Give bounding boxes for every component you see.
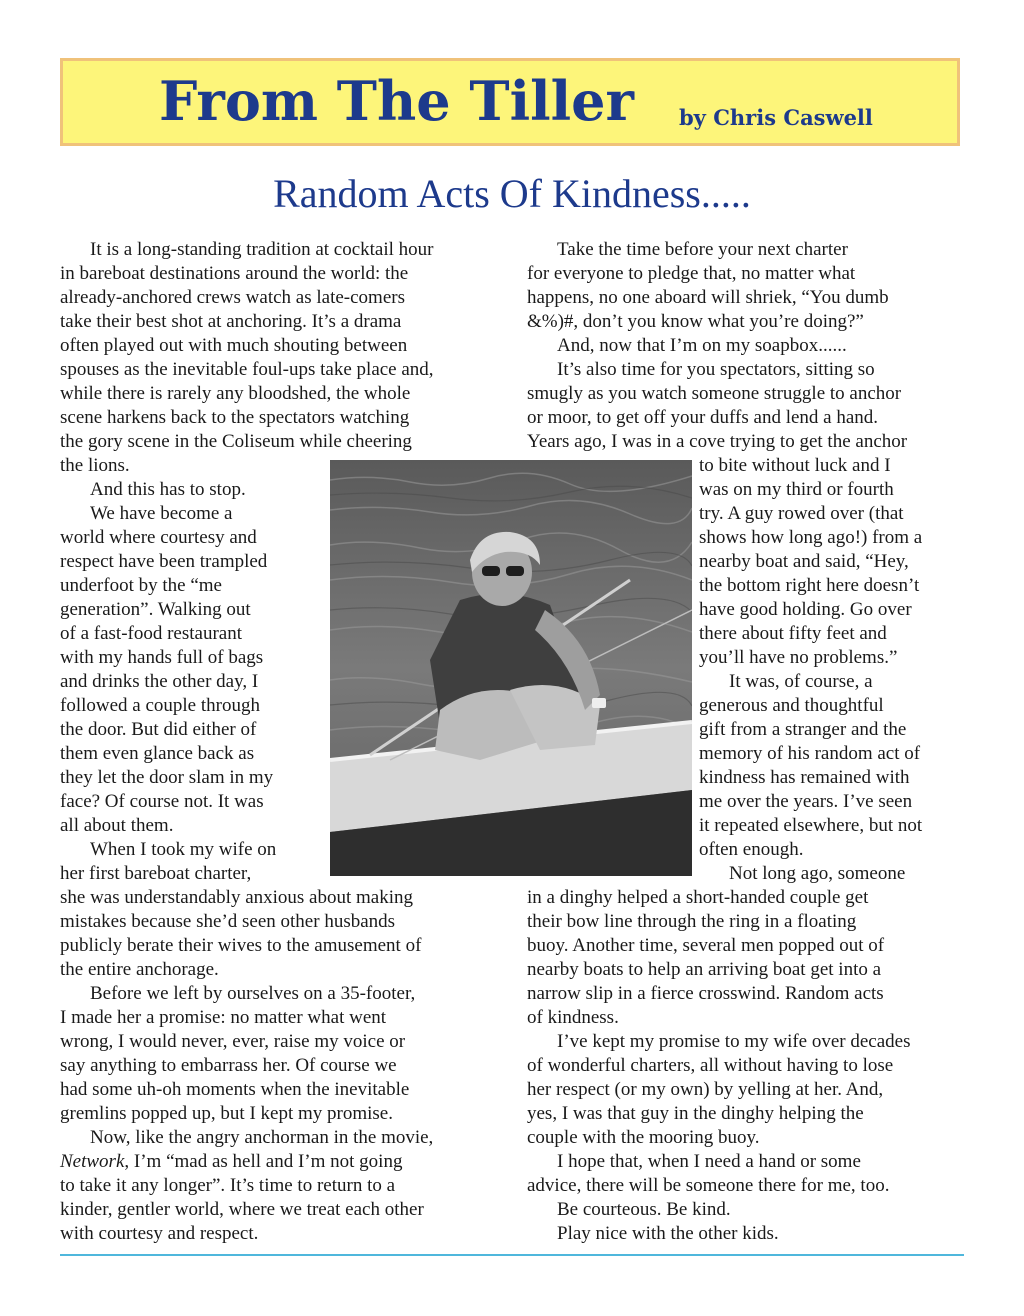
text-line: of wonderful charters, all without having to lose — [527, 1055, 894, 1076]
article-headline: Random Acts Of Kindness..... — [273, 171, 751, 216]
text-line: Now, like the angry anchorman in the movie, — [90, 1127, 434, 1148]
text-line: to take it any longer”. It’s time to return to a — [60, 1175, 396, 1196]
text-line: shows how long ago!) from a — [699, 527, 923, 548]
text-line: she was understandably anxious about making — [60, 887, 414, 908]
text-line: And, now that I’m on my soapbox...... — [557, 335, 847, 356]
text-line: had some uh-oh moments when the inevitable — [60, 1079, 410, 1100]
author-byline: by Chris Caswell — [679, 105, 873, 130]
text-line: the bottom right here doesn’t — [699, 575, 920, 596]
text-line: spouses as the inevitable foul-ups take place and, — [60, 359, 434, 380]
text-line: nearby boats to help an arriving boat get into a — [527, 959, 882, 980]
text-line: wrong, I would never, ever, raise my voice or — [60, 1031, 406, 1052]
column-title: From The Tiller — [159, 69, 634, 133]
text-line: the gory scene in the Coliseum while cheering — [60, 431, 412, 452]
text-line: often played out with much shouting between — [60, 335, 408, 356]
text-line: the entire anchorage. — [60, 959, 219, 980]
text-line: gremlins popped up, but I kept my promise. — [60, 1103, 393, 1124]
text-line: respect have been trampled — [60, 551, 268, 572]
text-line: try. A guy rowed over (that — [699, 503, 904, 524]
text-line: kinder, gentler world, where we treat each other — [60, 1199, 424, 1220]
text-line: It is a long-standing tradition at cocktail hour — [90, 239, 434, 260]
text-line: advice, there will be someone there for me, too. — [527, 1175, 890, 1196]
text-line: there about fifty feet and — [699, 623, 887, 644]
text-line: take their best shot at anchoring. It’s a drama — [60, 311, 402, 332]
text-line: already-anchored crews watch as late-comers — [60, 287, 405, 308]
text-line: It’s also time for you spectators, sitting so — [557, 359, 875, 380]
text-line: narrow slip in a fierce crosswind. Random acts — [527, 983, 884, 1004]
text-line: I hope that, when I need a hand or some — [557, 1151, 861, 1172]
text-line: you’ll have no problems.” — [699, 647, 898, 668]
text-line: often enough. — [699, 839, 804, 860]
text-line: the door. But did either of — [60, 719, 257, 740]
text-line: Play nice with the other kids. — [557, 1223, 779, 1244]
footer-rule — [60, 1254, 964, 1256]
column-banner — [60, 58, 960, 146]
text-line: generation”. Walking out — [60, 599, 251, 620]
text-line: or moor, to get off your duffs and lend a hand. — [527, 407, 879, 428]
text-line: scene harkens back to the spectators watching — [60, 407, 410, 428]
text-line: smugly as you watch someone struggle to anchor — [527, 383, 902, 404]
text-line: it repeated elsewhere, but not — [699, 815, 923, 836]
text-line: Not long ago, someone — [729, 863, 906, 884]
text-line: of kindness. — [527, 1007, 619, 1028]
text-line: gift from a stranger and the — [699, 719, 907, 740]
text-line: nearby boat and said, “Hey, — [699, 551, 909, 572]
text-line: Before we left by ourselves on a 35-footer, — [90, 983, 416, 1004]
text-line: yes, I was that guy in the dinghy helping the — [527, 1103, 864, 1124]
right-text-column — [527, 238, 972, 1246]
text-line: happens, no one aboard will shriek, “You dumb — [527, 287, 889, 308]
text-line: say anything to embarrass her. Of course we — [60, 1055, 397, 1076]
text-line: It was, of course, a — [729, 671, 873, 692]
text-line: I made her a promise: no matter what went — [60, 1007, 387, 1028]
text-line: memory of his random act of — [699, 743, 921, 764]
text-line: When I took my wife on — [90, 839, 277, 860]
text-line: was on my third or fourth — [699, 479, 894, 500]
text-line: with courtesy and respect. — [60, 1223, 259, 1244]
text-line: them even glance back as — [60, 743, 255, 764]
text-line: face? Of course not. It was — [60, 791, 264, 812]
text-line: We have become a — [90, 503, 233, 524]
text-line: buoy. Another time, several men popped out of — [527, 935, 885, 956]
text-line: kindness has remained with — [699, 767, 910, 788]
text-line: Years ago, I was in a cove trying to get the anchor — [527, 431, 908, 452]
text-line: publicly berate their wives to the amusement of — [60, 935, 422, 956]
text-line: generous and thoughtful — [699, 695, 884, 716]
text-line: they let the door slam in my — [60, 767, 274, 788]
text-line: mistakes because she’d seen other husbands — [60, 911, 396, 932]
text-line: for everyone to pledge that, no matter what — [527, 263, 856, 284]
text-line: &%)#, don’t you know what you’re doing?” — [527, 311, 864, 332]
text-line: of a fast-food restaurant — [60, 623, 243, 644]
text-line: in a dinghy helped a short-handed couple get — [527, 887, 869, 908]
text-line: in bareboat destinations around the world: the — [60, 263, 409, 284]
text-line: all about them. — [60, 815, 174, 836]
text-line: followed a couple through — [60, 695, 260, 716]
text-line: Network, I’m “mad as hell and I’m not going — [60, 1151, 403, 1172]
text-line: the lions. — [60, 455, 130, 476]
text-line: underfoot by the “me — [60, 575, 222, 596]
text-line: while there is rarely any bloodshed, the whole — [60, 383, 411, 404]
text-line: world where courtesy and — [60, 527, 257, 548]
text-line: Take the time before your next charter — [557, 239, 848, 260]
text-line: have good holding. Go over — [699, 599, 912, 620]
text-line: me over the years. I’ve seen — [699, 791, 913, 812]
text-line: And this has to stop. — [90, 479, 246, 500]
text-line: their bow line through the ring in a floating — [527, 911, 857, 932]
text-line: couple with the mooring buoy. — [527, 1127, 760, 1148]
text-line: Be courteous. Be kind. — [557, 1199, 731, 1220]
text-line: I’ve kept my promise to my wife over decades — [557, 1031, 911, 1052]
text-line: and drinks the other day, I — [60, 671, 259, 692]
text-line: her first bareboat charter, — [60, 863, 252, 884]
text-line: with my hands full of bags — [60, 647, 264, 668]
text-line: her respect (or my own) by yelling at her. And, — [527, 1079, 884, 1100]
text-line: to bite without luck and I — [699, 455, 891, 476]
